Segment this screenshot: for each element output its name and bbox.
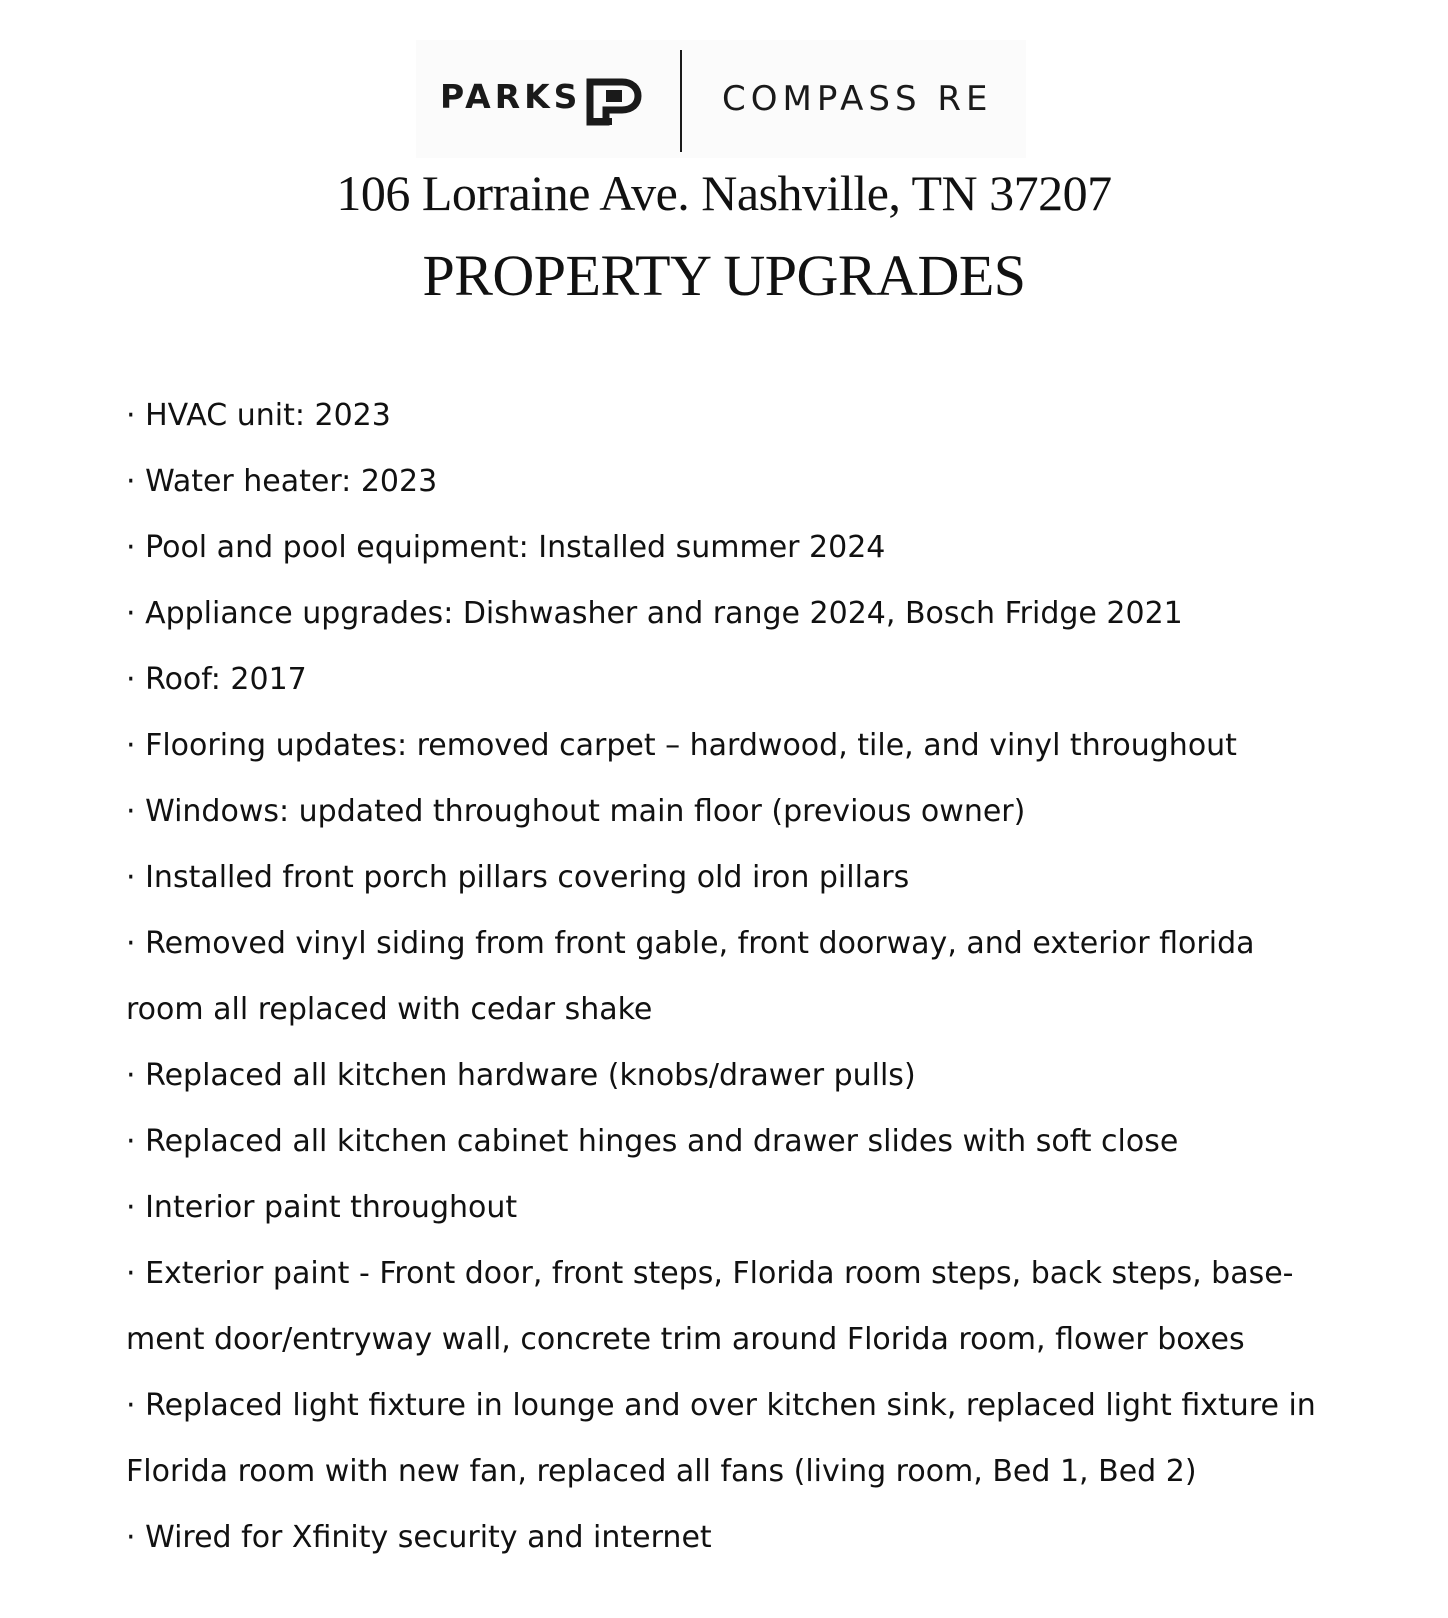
upgrade-item xyxy=(126,1109,1326,1175)
bullet-dot: · xyxy=(126,530,146,565)
upgrade-text: Pool and pool equipment: Installed summer 2024 xyxy=(145,530,886,565)
upgrade-item xyxy=(126,647,1326,713)
upgrade-text-continued: ment door/entryway wall, concrete trim around Florida room, flower boxes xyxy=(126,1322,1245,1357)
upgrade-item xyxy=(126,1373,1326,1505)
bullet-dot: · xyxy=(126,1388,146,1423)
upgrade-text: Replaced all kitchen cabinet hinges and drawer slides with soft close xyxy=(145,1124,1179,1159)
bullet-dot: · xyxy=(126,1190,146,1225)
bullet-dot: · xyxy=(126,662,146,697)
upgrade-text: Replaced all kitchen hardware (knobs/drawer pulls) xyxy=(145,1058,916,1093)
logo-divider xyxy=(680,50,682,152)
upgrade-text: Appliance upgrades: Dishwasher and range 2024, Bosch Fridge 2021 xyxy=(145,596,1183,631)
upgrade-text: Roof: 2017 xyxy=(145,662,307,697)
bullet-dot: · xyxy=(126,728,146,763)
bullet-dot: · xyxy=(126,596,146,631)
upgrade-text: Interior paint throughout xyxy=(145,1190,518,1225)
upgrade-item xyxy=(126,1175,1326,1241)
upgrade-text: Exterior paint - Front door, front steps, Florida room steps, back steps, base- xyxy=(145,1256,1294,1291)
upgrade-item xyxy=(126,581,1326,647)
property-address: 106 Lorraine Ave. Nashville, TN 37207 xyxy=(336,165,1112,221)
bullet-dot: · xyxy=(126,926,146,961)
upgrade-item xyxy=(126,1043,1326,1109)
upgrade-text: HVAC unit: 2023 xyxy=(145,398,391,433)
bullet-dot: · xyxy=(126,1256,146,1291)
upgrade-item xyxy=(126,515,1326,581)
parks-p-logo-icon xyxy=(586,78,642,126)
bullet-dot: · xyxy=(126,794,146,829)
bullet-dot: · xyxy=(126,398,146,433)
upgrade-text: Replaced light fixture in lounge and over kitchen sink, replaced light fixture in xyxy=(145,1388,1316,1423)
parks-logo-text: PARKS xyxy=(440,77,582,116)
bullet-dot: · xyxy=(126,1124,146,1159)
upgrade-item xyxy=(126,449,1326,515)
upgrade-text: Flooring updates: removed carpet – hardwood, tile, and vinyl throughout xyxy=(145,728,1237,763)
upgrade-item xyxy=(126,1505,1326,1571)
upgrade-item xyxy=(126,1241,1326,1373)
upgrade-text-continued: Florida room with new fan, replaced all fans (living room, Bed 1, Bed 2) xyxy=(126,1454,1197,1489)
upgrade-text: Water heater: 2023 xyxy=(145,464,438,499)
bullet-dot: · xyxy=(126,860,146,895)
page-title: PROPERTY UPGRADES xyxy=(422,243,1026,308)
bullet-dot: · xyxy=(126,1058,146,1093)
upgrade-text: Installed front porch pillars covering old iron pillars xyxy=(145,860,910,895)
upgrade-item xyxy=(126,845,1326,911)
upgrade-item xyxy=(126,779,1326,845)
upgrade-item xyxy=(126,911,1326,1043)
upgrades-list xyxy=(126,383,1326,1571)
upgrade-text: Wired for Xfinity security and internet xyxy=(145,1520,712,1555)
compass-logo-text: COMPASS RE xyxy=(722,79,993,119)
upgrade-text: Removed vinyl siding from front gable, front doorway, and exterior florida xyxy=(145,926,1255,961)
bullet-dot: · xyxy=(126,464,146,499)
upgrade-text: Windows: updated throughout main floor (previous owner) xyxy=(145,794,1026,829)
upgrade-item xyxy=(126,383,1326,449)
upgrade-item xyxy=(126,713,1326,779)
bullet-dot: · xyxy=(126,1520,146,1555)
upgrade-text-continued: room all replaced with cedar shake xyxy=(126,992,653,1027)
